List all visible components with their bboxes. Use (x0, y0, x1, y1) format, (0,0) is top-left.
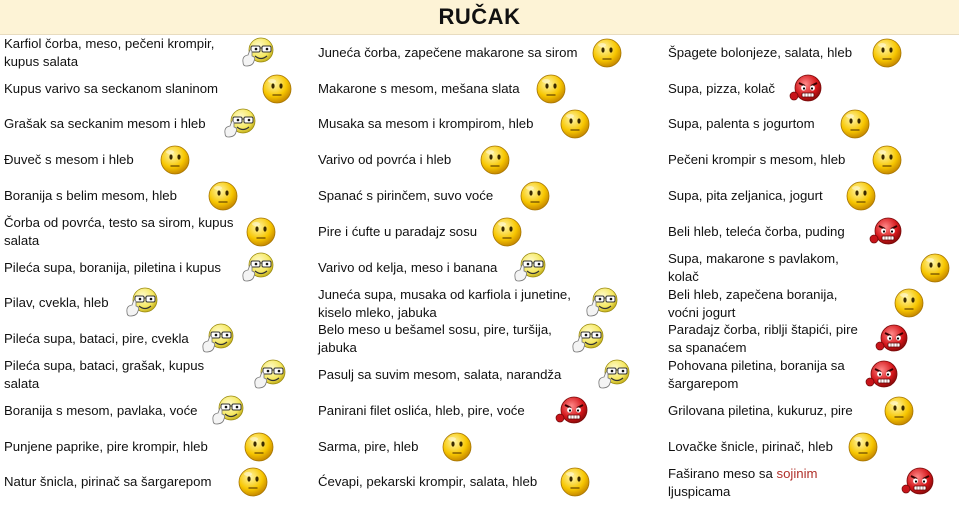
menu-item (668, 107, 959, 143)
neutral-face-icon (558, 107, 592, 141)
menu-item-text: Juneća supa, musaka od karfiola i junetine, kiselo mleko, jabuka (318, 286, 571, 320)
menu-item (668, 142, 959, 178)
highlighted-word: sojinim (776, 465, 818, 481)
menu-item-text: Varivo od kelja, meso i banana (318, 259, 498, 275)
menu-item (4, 465, 304, 501)
menu-item-text: Grilovana piletina, kukuruz, pire (668, 402, 853, 418)
menu-item (318, 393, 618, 429)
menu-item (318, 465, 618, 501)
menu-item-text: Špagete bolonjeze, salata, hleb (668, 44, 853, 60)
menu-item-text: Beli hleb, zapečena boranija, voćni jogurt (668, 286, 838, 320)
menu-item (318, 142, 618, 178)
neutral-face-icon (534, 72, 568, 106)
menu-item-text: Pohovana piletina, boranija sa šargarepom (668, 358, 845, 392)
angry-face-icon (554, 394, 588, 428)
thumbs-up-face-icon (584, 286, 618, 320)
neutral-face-icon (918, 251, 952, 285)
menu-item (4, 429, 304, 465)
menu-item-text: Supa, palenta s jogurtom (668, 116, 815, 132)
menu-item-text: Panirani filet oslića, hleb, pire, voće (318, 402, 525, 418)
neutral-face-icon (478, 143, 512, 177)
menu-item-text: Supa, pizza, kolač (668, 80, 776, 96)
menu-item (4, 35, 304, 71)
neutral-face-icon (558, 465, 592, 499)
page-title: RUČAK (0, 0, 959, 35)
menu-item-text: Natur šnicla, pirinač sa šargarepom (4, 474, 212, 490)
menu-item-text: Grašak sa seckanim mesom i hleb (4, 116, 206, 132)
menu-item (318, 250, 618, 286)
thumbs-up-face-icon (200, 322, 234, 356)
menu-item (4, 321, 304, 357)
thumbs-up-face-icon (596, 358, 630, 392)
menu-item-text: Sarma, pire, hleb (318, 438, 419, 454)
menu-item (318, 107, 618, 143)
neutral-face-icon (590, 36, 624, 70)
menu-item (318, 357, 618, 393)
thumbs-up-face-icon (124, 286, 158, 320)
menu-item (318, 286, 618, 322)
neutral-face-icon (260, 72, 294, 106)
menu-item (4, 71, 304, 107)
menu-item (668, 286, 959, 322)
menu-item-text: Pasulj sa suvim mesom, salata, narandža (318, 367, 562, 383)
menu-item (668, 429, 959, 465)
menu-item-text: Lovačke šnicle, pirinač, hleb (668, 438, 833, 454)
menu-item (318, 429, 618, 465)
menu-item-text: Pileća supa, bataci, grašak, kupus salata (4, 358, 205, 392)
menu-item-text: Belo meso u bešamel sosu, pire, turšija, jabuka (318, 322, 552, 356)
menu-item (4, 250, 304, 286)
neutral-face-icon (440, 430, 474, 464)
menu-item-text: Juneća čorba, zapečene makarone sa sirom (318, 44, 578, 60)
neutral-face-icon (870, 143, 904, 177)
menu-item-text: Pečeni krompir s mesom, hleb (668, 152, 846, 168)
menu-item-text: Pilav, cvekla, hleb (4, 295, 109, 311)
neutral-face-icon (158, 143, 192, 177)
angry-face-icon (864, 358, 898, 392)
menu-item (4, 178, 304, 214)
angry-face-icon (868, 215, 902, 249)
menu-item (318, 178, 618, 214)
menu-item-text: Kupus varivo sa seckanom slaninom (4, 80, 219, 96)
menu-item-text: Paradajz čorba, riblji štapići, pire sa spanaćem (668, 322, 858, 356)
thumbs-up-face-icon (252, 358, 286, 392)
menu-item (4, 393, 304, 429)
angry-face-icon (788, 72, 822, 106)
menu-item (668, 357, 959, 393)
menu-column-1 (4, 35, 304, 528)
menu-item (668, 250, 959, 286)
menu-item-text: Ćevapi, pekarski krompir, salata, hleb (318, 474, 538, 490)
neutral-face-icon (236, 465, 270, 499)
menu-item (4, 142, 304, 178)
menu-item (668, 214, 959, 250)
neutral-face-icon (838, 107, 872, 141)
angry-face-icon (900, 465, 934, 499)
lunch-menu-grid (0, 35, 959, 528)
menu-item-text: Đuveč s mesom i hleb (4, 152, 134, 168)
menu-item-text: Beli hleb, teleća čorba, puding (668, 223, 845, 239)
menu-item-text: Spanać s pirinčem, suvo voće (318, 188, 494, 204)
menu-item (668, 178, 959, 214)
menu-item-text: Čorba od povrća, testo sa sirom, kupus salata (4, 214, 234, 248)
thumbs-up-face-icon (222, 107, 256, 141)
menu-item (318, 35, 618, 71)
menu-item (4, 357, 304, 393)
menu-item-text: Karfiol čorba, meso, pečeni krompir, kupus salata (4, 35, 215, 69)
menu-item-text: Boranija s belim mesom, hleb (4, 188, 177, 204)
thumbs-up-face-icon (240, 251, 274, 285)
neutral-face-icon (490, 215, 524, 249)
menu-item-text: Pileća supa, bataci, pire, cvekla (4, 331, 189, 347)
menu-item-text: Pileća supa, boranija, piletina i kupus (4, 259, 221, 275)
menu-item (4, 286, 304, 322)
menu-column-3 (668, 35, 959, 528)
menu-item (668, 465, 959, 501)
neutral-face-icon (244, 215, 278, 249)
menu-item-text: Makarone s mesom, mešana slata (318, 80, 520, 96)
menu-item (4, 214, 304, 250)
menu-column-2 (318, 35, 618, 528)
neutral-face-icon (846, 430, 880, 464)
menu-item-text: Supa, pita zeljanica, jogurt (668, 188, 823, 204)
menu-item (668, 393, 959, 429)
menu-item-text: Faširano meso sa sojinim ljuspicama (668, 465, 818, 499)
menu-item (668, 35, 959, 71)
menu-item (318, 71, 618, 107)
menu-item-text: Pire i ćufte u paradajz sosu (318, 223, 478, 239)
menu-item (668, 321, 959, 357)
neutral-face-icon (870, 36, 904, 70)
neutral-face-icon (882, 394, 916, 428)
neutral-face-icon (892, 286, 926, 320)
menu-item-text: Varivo od povrća i hleb (318, 152, 452, 168)
thumbs-up-face-icon (570, 322, 604, 356)
neutral-face-icon (518, 179, 552, 213)
neutral-face-icon (844, 179, 878, 213)
thumbs-up-face-icon (240, 36, 274, 70)
menu-item-text: Boranija s mesom, pavlaka, voće (4, 402, 198, 418)
angry-face-icon (874, 322, 908, 356)
menu-item (318, 321, 618, 357)
menu-item (668, 71, 959, 107)
menu-item-text: Musaka sa mesom i krompirom, hleb (318, 116, 534, 132)
menu-item-text: Punjene paprike, pire krompir, hleb (4, 438, 208, 454)
neutral-face-icon (242, 430, 276, 464)
thumbs-up-face-icon (512, 251, 546, 285)
menu-item (318, 214, 618, 250)
thumbs-up-face-icon (210, 394, 244, 428)
neutral-face-icon (206, 179, 240, 213)
menu-item-text: Supa, makarone s pavlakom, kolač (668, 250, 839, 284)
menu-item (4, 107, 304, 143)
